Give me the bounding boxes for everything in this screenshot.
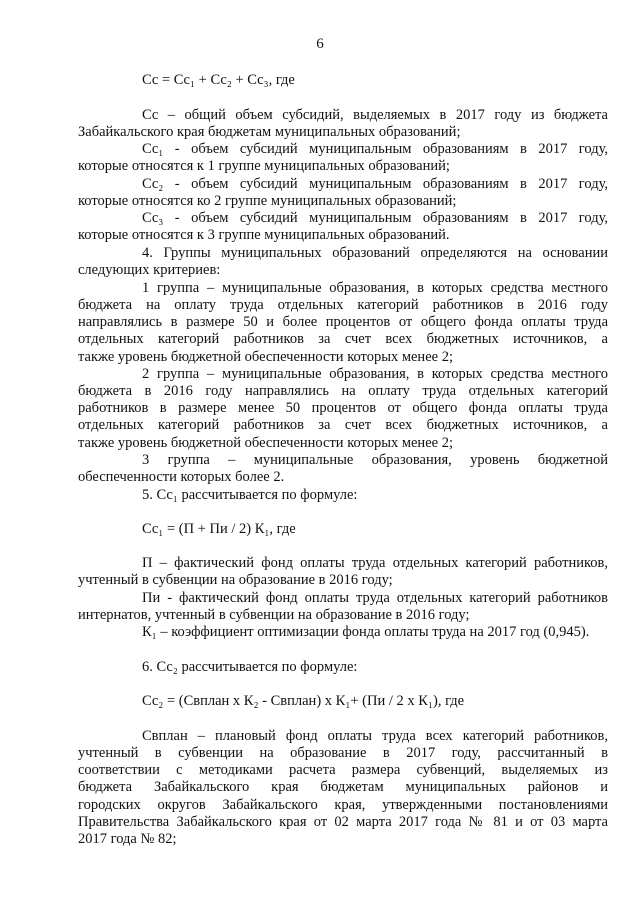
text-line: которые относятся к 1 группе муниципальных образований; [78, 158, 450, 174]
text-line: которые относятся к 3 группе муниципальных образований. [78, 227, 450, 243]
formula-cc2: Сс₂ = (Свплан х К₂ - Свплан) х К₁+ (Пи / 2 х К₁), где [142, 693, 465, 709]
text-line: Пи - фактический фонд оплаты труда отдельных категорий работников [142, 590, 608, 606]
text-line: учтенный в субвенции на образование в 2016 году; [78, 572, 393, 588]
text-line: также уровень бюджетной обеспеченности которых менее 2; [78, 435, 453, 451]
text-line: городских округов Забайкальского края, утвержденными постановлениями [78, 797, 608, 813]
text-line: 1 группа – муниципальные образования, в которых средства местного [142, 280, 608, 296]
text-line: Забайкальского края бюджетам муниципальных образований; [78, 124, 461, 140]
text-line: 3 группа – муниципальные образования, уровень бюджетной [142, 452, 608, 468]
text-line: 5. Сс₁ рассчитывается по формуле: [142, 487, 358, 503]
text-line: 4. Группы муниципальных образований определяются на основании [142, 245, 608, 261]
text-line: отдельных категорий работников за счет всех бюджетных источников, а [78, 417, 608, 433]
text-line: бюджета в 2016 году направлялись на оплату труда отдельных категорий [78, 383, 608, 399]
text-line: Сс – общий объем субсидий, выделяемых в 2017 году из бюджета [142, 107, 608, 123]
text-line: соответствии с методиками расчета размера субвенций, выделяемых из [78, 762, 608, 778]
text-line: Сс₁ - объем субсидий муниципальным образованиям в 2017 году, [142, 141, 608, 157]
page-number: 6 [316, 36, 324, 52]
text-line: следующих критериев: [78, 262, 221, 278]
text-line: Сс₃ - объем субсидий муниципальным образованиям в 2017 году, [142, 210, 608, 226]
text-line: работников в размере менее 50 процентов от общего фонда оплаты труда [78, 400, 608, 416]
text-line: П – фактический фонд оплаты труда отдельных категорий работников, [142, 555, 608, 571]
text-line: которые относятся ко 2 группе муниципальных образований; [78, 193, 457, 209]
text-line: Сс₂ - объем субсидий муниципальным образованиям в 2017 году, [142, 176, 608, 192]
text-line: 6. Сс₂ рассчитывается по формуле: [142, 659, 358, 675]
text-line: обеспеченности которых более 2. [78, 469, 285, 485]
text-line: отдельных категорий работников за счет всех бюджетных источников, а [78, 331, 608, 347]
formula-cc1: Сс₁ = (П + Пи / 2) К₁, где [142, 521, 296, 537]
text-line: бюджета на оплату труда отдельных категорий работников в 2016 году [78, 297, 608, 313]
text-line: учтенный в субвенции на образование в 2017 году, рассчитанный в [78, 745, 608, 761]
text-line: 2017 года № 82; [78, 831, 177, 847]
text-line: интернатов, учтенный в субвенции на образование в 2016 году; [78, 607, 470, 623]
text-line: Свплан – плановый фонд оплаты труда всех категорий работников, [142, 728, 608, 744]
text-line: также уровень бюджетной обеспеченности которых менее 2; [78, 349, 453, 365]
formula-cc: Сс = Сс₁ + Сс₂ + Сс₃, где [142, 72, 295, 88]
text-line: бюджета Забайкальского края бюджетам муниципальных районов и [78, 779, 608, 795]
text-line: направлялись в размере 50 и более процентов от общего фонда оплаты труда [78, 314, 608, 330]
text-line: К₁ – коэффициент оптимизации фонда оплаты труда на 2017 год (0,945). [142, 624, 590, 640]
text-line: Правительства Забайкальского края от 02 марта 2017 года № 81 и от 03 марта [78, 814, 608, 830]
text-line: 2 группа – муниципальные образования, в которых средства местного [142, 366, 608, 382]
